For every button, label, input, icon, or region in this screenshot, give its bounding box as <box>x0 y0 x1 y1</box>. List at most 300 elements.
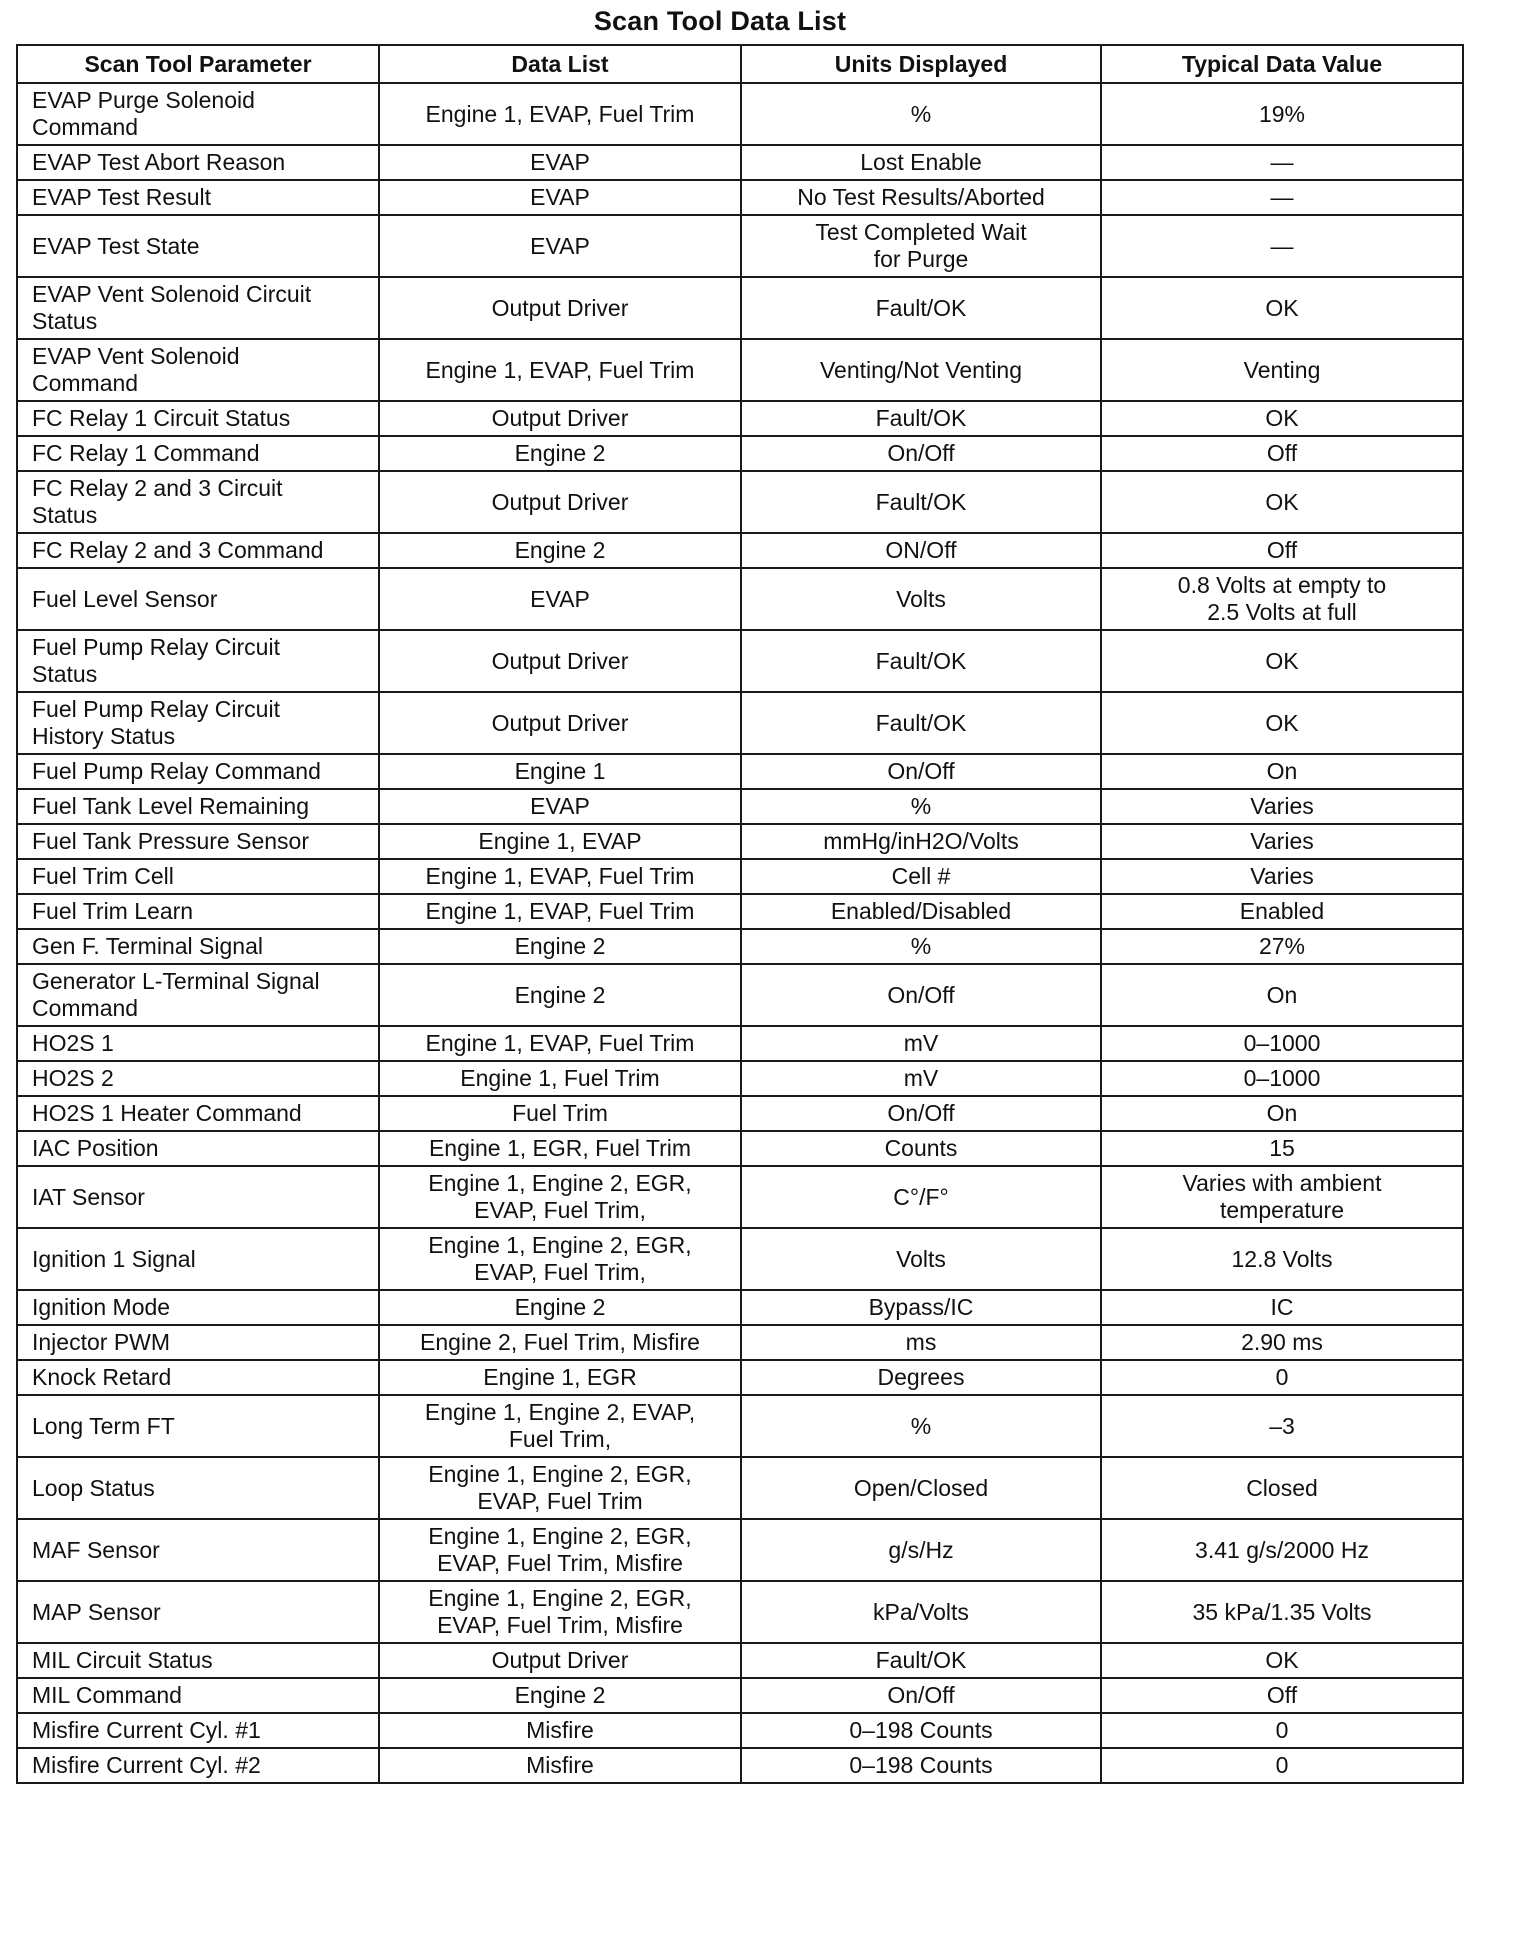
units-cell <box>741 1061 1101 1096</box>
parameter-cell <box>17 145 379 180</box>
parameter-cell <box>17 215 379 277</box>
table-row <box>17 1290 1463 1325</box>
cell-text-line: Gen F. Terminal Signal <box>32 933 263 959</box>
parameter-cell <box>17 1325 379 1360</box>
table-row <box>17 1325 1463 1360</box>
cell-text-line: OK <box>1265 709 1299 736</box>
cell-text-line: IAT Sensor <box>32 1183 145 1210</box>
units-cell <box>741 436 1101 471</box>
cell-text-line: History Status <box>32 723 176 749</box>
cell-text-line: Fuel Trim <box>512 1100 608 1126</box>
units-cell <box>741 83 1101 145</box>
data-list-cell <box>379 83 741 145</box>
data-list-cell <box>379 401 741 436</box>
parameter-cell <box>17 1457 379 1519</box>
cell-text-line: Engine 1, Engine 2, EGR, <box>428 1523 692 1549</box>
column-header-data-list: Data List <box>379 45 741 83</box>
units-cell <box>741 180 1101 215</box>
data-list-cell <box>379 929 741 964</box>
typical-value-cell <box>1101 964 1463 1026</box>
cell-text-line: On/Off <box>887 981 955 1008</box>
table-row <box>17 929 1463 964</box>
typical-value-cell <box>1101 1713 1463 1748</box>
table-row <box>17 1748 1463 1783</box>
cell-text-line: % <box>910 933 932 959</box>
cell-text-line: Fault/OK <box>875 488 967 515</box>
table-row <box>17 789 1463 824</box>
cell-text-line: HO2S 1 Heater Command <box>32 1100 302 1126</box>
typical-value-cell <box>1101 277 1463 339</box>
cell-text-line: Fault/OK <box>875 405 967 431</box>
table-row <box>17 692 1463 754</box>
cell-text-line: 12.8 Volts <box>1231 1245 1333 1272</box>
cell-text-line: 3.41 g/s/2000 Hz <box>1195 1536 1369 1563</box>
data-list-cell <box>379 789 741 824</box>
cell-text-line: Misfire Current Cyl. #1 <box>32 1717 261 1743</box>
table-row <box>17 1643 1463 1678</box>
data-list-cell <box>379 824 741 859</box>
table-row <box>17 1228 1463 1290</box>
typical-value-cell <box>1101 401 1463 436</box>
cell-text-line: EVAP Purge Solenoid <box>32 87 255 113</box>
cell-text-line: C°/F° <box>893 1183 949 1210</box>
data-list-cell <box>379 1166 741 1228</box>
table-row <box>17 180 1463 215</box>
cell-text-line: EVAP <box>530 585 590 612</box>
cell-text-line: 0–198 Counts <box>849 1717 993 1743</box>
cell-text-line: Loop Status <box>32 1474 155 1501</box>
table-row <box>17 471 1463 533</box>
parameter-cell <box>17 277 379 339</box>
typical-value-cell <box>1101 789 1463 824</box>
data-list-cell <box>379 568 741 630</box>
units-cell <box>741 1228 1101 1290</box>
cell-text-line: On <box>1266 758 1298 784</box>
parameter-cell <box>17 401 379 436</box>
typical-value-cell <box>1101 1131 1463 1166</box>
cell-text-line: Output Driver <box>491 1647 629 1673</box>
cell-text-line: Engine 1, EVAP, Fuel Trim <box>425 863 695 889</box>
cell-text-line: ON/Off <box>885 537 957 563</box>
table-row <box>17 630 1463 692</box>
cell-text-line: Ignition Mode <box>32 1294 171 1320</box>
cell-text-line: EVAP, Fuel Trim, Misfire <box>437 1550 683 1576</box>
parameter-cell <box>17 1026 379 1061</box>
cell-text-line: 0–1000 <box>1243 1065 1321 1091</box>
table-row <box>17 859 1463 894</box>
parameter-cell <box>17 1713 379 1748</box>
cell-text-line: 0–1000 <box>1243 1030 1321 1056</box>
data-list-cell <box>379 1290 741 1325</box>
cell-text-line: Varies with ambient <box>1182 1170 1382 1196</box>
units-cell <box>741 894 1101 929</box>
cell-text-line: Fuel Trim Cell <box>32 863 174 889</box>
cell-text-line: EVAP Vent Solenoid <box>32 343 240 369</box>
cell-text-line: Fuel Pump Relay Circuit <box>32 634 280 660</box>
cell-text-line: Command <box>32 114 139 140</box>
data-list-cell <box>379 1643 741 1678</box>
data-list-cell <box>379 1748 741 1783</box>
cell-text-line: EVAP, Fuel Trim, <box>474 1197 646 1223</box>
table-row <box>17 1519 1463 1581</box>
typical-value-cell <box>1101 1061 1463 1096</box>
column-header-typical-value: Typical Data Value <box>1101 45 1463 83</box>
units-cell <box>741 1713 1101 1748</box>
data-list-cell <box>379 1395 741 1457</box>
cell-text-line: kPa/Volts <box>873 1598 969 1625</box>
cell-text-line: 27% <box>1258 933 1306 959</box>
cell-text-line: Engine 1, EVAP, Fuel Trim <box>425 100 695 127</box>
parameter-cell <box>17 754 379 789</box>
parameter-cell <box>17 1290 379 1325</box>
typical-value-cell <box>1101 1748 1463 1783</box>
units-cell <box>741 1166 1101 1228</box>
table-row <box>17 894 1463 929</box>
cell-text-line: — <box>1270 232 1294 259</box>
cell-text-line: On/Off <box>887 440 955 466</box>
parameter-cell <box>17 1096 379 1131</box>
cell-text-line: 0 <box>1275 1364 1289 1390</box>
data-list-cell <box>379 1026 741 1061</box>
parameter-cell <box>17 1228 379 1290</box>
typical-value-cell <box>1101 1678 1463 1713</box>
cell-text-line: Status <box>32 661 98 687</box>
cell-text-line: Engine 2, Fuel Trim, Misfire <box>420 1329 700 1355</box>
table-row <box>17 1131 1463 1166</box>
typical-value-cell <box>1101 83 1463 145</box>
cell-text-line: 35 kPa/1.35 Volts <box>1192 1598 1372 1625</box>
cell-text-line: FC Relay 1 Circuit Status <box>32 405 291 431</box>
table-row <box>17 568 1463 630</box>
cell-text-line: Fault/OK <box>875 1647 967 1673</box>
typical-value-cell <box>1101 215 1463 277</box>
data-list-cell <box>379 215 741 277</box>
units-cell <box>741 339 1101 401</box>
cell-text-line: 0 <box>1275 1717 1289 1743</box>
data-list-cell <box>379 533 741 568</box>
cell-text-line: Fuel Tank Pressure Sensor <box>32 828 309 854</box>
cell-text-line: Venting <box>1243 356 1321 383</box>
cell-text-line: FC Relay 1 Command <box>32 440 260 466</box>
units-cell <box>741 824 1101 859</box>
cell-text-line: % <box>910 1412 932 1439</box>
cell-text-line: Closed <box>1246 1474 1318 1501</box>
cell-text-line: On/Off <box>887 758 955 784</box>
typical-value-cell <box>1101 824 1463 859</box>
units-cell <box>741 630 1101 692</box>
parameter-cell <box>17 568 379 630</box>
units-cell <box>741 277 1101 339</box>
table-body <box>17 83 1463 1783</box>
table-row <box>17 533 1463 568</box>
cell-text-line: ms <box>905 1329 937 1355</box>
parameter-cell <box>17 1748 379 1783</box>
parameter-cell <box>17 859 379 894</box>
typical-value-cell <box>1101 339 1463 401</box>
data-list-cell <box>379 471 741 533</box>
cell-text-line: Misfire Current Cyl. #2 <box>32 1752 261 1778</box>
units-cell <box>741 1096 1101 1131</box>
table-row <box>17 83 1463 145</box>
cell-text-line: Engine 2 <box>514 981 606 1008</box>
cell-text-line: EVAP Test Abort Reason <box>32 149 286 175</box>
cell-text-line: EVAP <box>530 184 590 210</box>
cell-text-line: EVAP, Fuel Trim <box>477 1488 643 1514</box>
typical-value-cell <box>1101 1290 1463 1325</box>
cell-text-line: IC <box>1270 1294 1294 1320</box>
cell-text-line: — <box>1270 149 1294 175</box>
units-cell <box>741 1290 1101 1325</box>
data-list-cell <box>379 180 741 215</box>
cell-text-line: On <box>1266 1100 1298 1126</box>
typical-value-cell <box>1101 692 1463 754</box>
parameter-cell <box>17 436 379 471</box>
data-list-cell <box>379 277 741 339</box>
cell-text-line: % <box>910 100 932 127</box>
units-cell <box>741 1748 1101 1783</box>
cell-text-line: Engine 1, Engine 2, EVAP, <box>424 1399 696 1425</box>
data-list-cell <box>379 1519 741 1581</box>
units-cell <box>741 1325 1101 1360</box>
units-cell <box>741 1026 1101 1061</box>
cell-text-line: Long Term FT <box>32 1412 175 1439</box>
table-row <box>17 1026 1463 1061</box>
typical-value-cell <box>1101 1360 1463 1395</box>
cell-text-line: 0 <box>1275 1752 1289 1778</box>
cell-text-line: Volts <box>896 1245 946 1272</box>
data-list-cell <box>379 894 741 929</box>
cell-text-line: 0.8 Volts at empty to <box>1177 572 1387 598</box>
typical-value-cell <box>1101 1096 1463 1131</box>
typical-value-cell <box>1101 1643 1463 1678</box>
parameter-cell <box>17 964 379 1026</box>
cell-text-line: Fuel Pump Relay Circuit <box>32 696 280 722</box>
typical-value-cell <box>1101 568 1463 630</box>
cell-text-line: Engine 2 <box>514 440 606 466</box>
cell-text-line: Status <box>32 308 98 334</box>
cell-text-line: Generator L-Terminal Signal <box>32 968 320 994</box>
units-cell <box>741 1678 1101 1713</box>
cell-text-line: EVAP <box>530 232 590 259</box>
cell-text-line: On <box>1266 981 1298 1008</box>
units-cell <box>741 1519 1101 1581</box>
table-row <box>17 277 1463 339</box>
cell-text-line: Engine 1, EVAP, Fuel Trim <box>425 898 695 924</box>
cell-text-line: 2.90 ms <box>1241 1329 1323 1355</box>
table-row <box>17 339 1463 401</box>
cell-text-line: MAF Sensor <box>32 1536 160 1563</box>
cell-text-line: Fuel Trim, <box>508 1426 612 1452</box>
table-row <box>17 436 1463 471</box>
typical-value-cell <box>1101 1228 1463 1290</box>
parameter-cell <box>17 1395 379 1457</box>
data-list-cell <box>379 1457 741 1519</box>
cell-text-line: Varies <box>1250 828 1314 854</box>
cell-text-line: Degrees <box>877 1364 965 1390</box>
typical-value-cell <box>1101 180 1463 215</box>
cell-text-line: MAP Sensor <box>32 1598 161 1625</box>
units-cell <box>741 401 1101 436</box>
column-header-units: Units Displayed <box>741 45 1101 83</box>
cell-text-line: Engine 2 <box>514 1294 606 1320</box>
cell-text-line: HO2S 1 <box>32 1030 114 1056</box>
cell-text-line: Engine 2 <box>514 1682 606 1708</box>
table-header <box>17 45 1463 83</box>
cell-text-line: Engine 1, Engine 2, EGR, <box>428 1232 692 1258</box>
cell-text-line: Off <box>1266 440 1298 466</box>
cell-text-line: OK <box>1265 1647 1299 1673</box>
data-list-cell <box>379 1096 741 1131</box>
cell-text-line: EVAP, Fuel Trim, <box>474 1259 646 1285</box>
units-cell <box>741 145 1101 180</box>
cell-text-line: Fuel Trim Learn <box>32 898 194 924</box>
typical-value-cell <box>1101 1457 1463 1519</box>
cell-text-line: Engine 1, EVAP, Fuel Trim <box>425 1030 695 1056</box>
parameter-cell <box>17 471 379 533</box>
table-row <box>17 1096 1463 1131</box>
parameter-cell <box>17 1519 379 1581</box>
cell-text-line: Fault/OK <box>875 294 967 321</box>
cell-text-line: Engine 1, EGR <box>483 1364 637 1390</box>
parameter-cell <box>17 1061 379 1096</box>
cell-text-line: Output Driver <box>491 488 629 515</box>
data-list-cell <box>379 1360 741 1395</box>
cell-text-line: Varies <box>1250 863 1314 889</box>
units-cell <box>741 533 1101 568</box>
units-cell <box>741 789 1101 824</box>
cell-text-line: Fuel Level Sensor <box>32 585 218 612</box>
table-row <box>17 1166 1463 1228</box>
units-cell <box>741 692 1101 754</box>
cell-text-line: Engine 1, Engine 2, EGR, <box>428 1461 692 1487</box>
cell-text-line: Engine 1, Engine 2, EGR, <box>428 1170 692 1196</box>
cell-text-line: 19% <box>1258 100 1306 127</box>
cell-text-line: MIL Command <box>32 1682 182 1708</box>
page-title: Scan Tool Data List <box>593 6 847 36</box>
units-cell <box>741 1457 1101 1519</box>
table-row <box>17 1395 1463 1457</box>
data-list-cell <box>379 1325 741 1360</box>
cell-text-line: Command <box>32 995 139 1021</box>
cell-text-line: Off <box>1266 537 1298 563</box>
data-list-cell <box>379 1678 741 1713</box>
cell-text-line: OK <box>1265 647 1299 674</box>
cell-text-line: Knock Retard <box>32 1364 172 1390</box>
parameter-cell <box>17 894 379 929</box>
cell-text-line: OK <box>1265 488 1299 515</box>
cell-text-line: mV <box>903 1065 939 1091</box>
cell-text-line: Engine 1, Fuel Trim <box>460 1065 660 1091</box>
data-list-cell <box>379 754 741 789</box>
cell-text-line: Engine 1, EVAP <box>478 828 642 854</box>
parameter-cell <box>17 1131 379 1166</box>
typical-value-cell <box>1101 145 1463 180</box>
cell-text-line: EVAP Vent Solenoid Circuit <box>32 281 312 307</box>
typical-value-cell <box>1101 929 1463 964</box>
cell-text-line: — <box>1270 184 1294 210</box>
data-list-cell <box>379 1713 741 1748</box>
typical-value-cell <box>1101 1325 1463 1360</box>
cell-text-line: EVAP Test Result <box>32 184 211 210</box>
column-header-parameter: Scan Tool Parameter <box>17 45 379 83</box>
parameter-cell <box>17 1643 379 1678</box>
typical-value-cell <box>1101 1519 1463 1581</box>
parameter-cell <box>17 692 379 754</box>
cell-text-line: Bypass/IC <box>868 1294 974 1320</box>
units-cell <box>741 1395 1101 1457</box>
parameter-cell <box>17 789 379 824</box>
cell-text-line: for Purge <box>873 246 969 272</box>
table-row <box>17 1678 1463 1713</box>
typical-value-cell <box>1101 1026 1463 1061</box>
cell-text-line: Fuel Tank Level Remaining <box>32 793 310 819</box>
cell-text-line: On/Off <box>887 1100 955 1126</box>
cell-text-line: mmHg/inH2O/Volts <box>823 828 1019 854</box>
cell-text-line: Venting/Not Venting <box>819 356 1023 383</box>
cell-text-line: Fault/OK <box>875 709 967 736</box>
cell-text-line: Enabled <box>1239 898 1325 924</box>
cell-text-line: 2.5 Volts at full <box>1207 599 1357 625</box>
cell-text-line: Varies <box>1250 793 1314 819</box>
cell-text-line: IAC Position <box>32 1135 159 1161</box>
cell-text-line: No Test Results/Aborted <box>797 184 1045 210</box>
typical-value-cell <box>1101 1395 1463 1457</box>
cell-text-line: Command <box>32 370 139 396</box>
cell-text-line: FC Relay 2 and 3 Circuit <box>32 475 283 501</box>
cell-text-line: Test Completed Wait <box>815 219 1027 245</box>
cell-text-line: Fuel Pump Relay Command <box>32 758 321 784</box>
cell-text-line: Output Driver <box>491 709 629 736</box>
units-cell <box>741 1643 1101 1678</box>
cell-text-line: Output Driver <box>491 647 629 674</box>
table-row <box>17 1061 1463 1096</box>
cell-text-line: Output Driver <box>491 294 629 321</box>
data-list-cell <box>379 1228 741 1290</box>
units-cell <box>741 215 1101 277</box>
parameter-cell <box>17 533 379 568</box>
typical-value-cell <box>1101 471 1463 533</box>
cell-text-line: EVAP <box>530 793 590 819</box>
parameter-cell <box>17 180 379 215</box>
cell-text-line: Enabled/Disabled <box>830 898 1012 924</box>
cell-text-line: 0–198 Counts <box>849 1752 993 1778</box>
typical-value-cell <box>1101 754 1463 789</box>
cell-text-line: Ignition 1 Signal <box>32 1245 196 1272</box>
cell-text-line: HO2S 2 <box>32 1065 114 1091</box>
cell-text-line: Engine 1 <box>514 758 606 784</box>
cell-text-line: FC Relay 2 and 3 Command <box>32 537 324 563</box>
cell-text-line: OK <box>1265 294 1299 321</box>
units-cell <box>741 929 1101 964</box>
parameter-cell <box>17 1678 379 1713</box>
units-cell <box>741 1360 1101 1395</box>
typical-value-cell <box>1101 859 1463 894</box>
cell-text-line: Misfire <box>526 1752 594 1778</box>
cell-text-line: Status <box>32 502 98 528</box>
typical-value-cell <box>1101 1581 1463 1643</box>
cell-text-line: Output Driver <box>491 405 629 431</box>
table-row <box>17 1457 1463 1519</box>
parameter-cell <box>17 339 379 401</box>
cell-text-line: Off <box>1266 1682 1298 1708</box>
parameter-cell <box>17 824 379 859</box>
cell-text-line: On/Off <box>887 1682 955 1708</box>
data-list-cell <box>379 630 741 692</box>
data-list-cell <box>379 859 741 894</box>
cell-text-line: Engine 1, EGR, Fuel Trim <box>428 1135 692 1161</box>
typical-value-cell <box>1101 630 1463 692</box>
cell-text-line: –3 <box>1269 1412 1295 1439</box>
